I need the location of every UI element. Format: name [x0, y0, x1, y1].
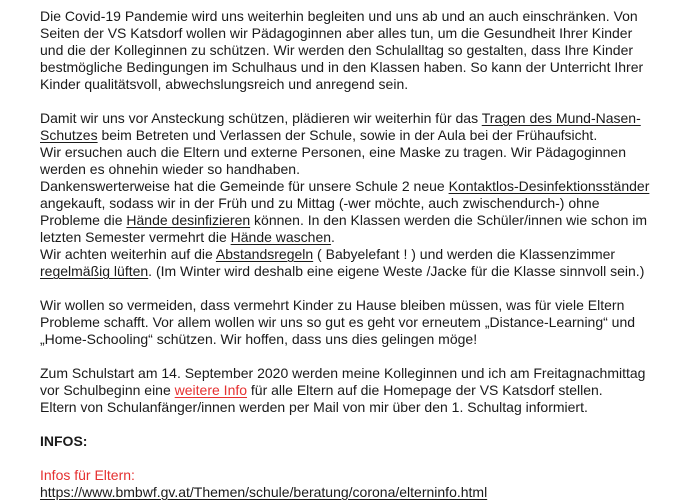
- text-line: und die der Kolleginnen zu schützen. Wir werden den Schulalltag so gestalten, dass Ihre Kinder: [40, 42, 634, 58]
- paragraph-intro: [40, 8, 682, 93]
- text-line: angekauft, sodass wir in der Früh und zu Mittag (-wer möchte, auch zwischendurch-) ohne: [40, 195, 600, 211]
- text-line: [40, 110, 682, 127]
- paragraph-homeschooling: [40, 297, 682, 348]
- emphasis-wash-hands: Hände waschen: [230, 229, 332, 245]
- text-line: Kinder qualitätsvoll, abwechslungsreich und anregend sein.: [40, 76, 409, 92]
- infos-block: [40, 467, 682, 501]
- text-line: [40, 263, 682, 280]
- text-line: [40, 212, 682, 229]
- text-span: vor Schulbeginn eine: [40, 382, 175, 398]
- text-span: Damit wir uns vor Ansteckung schützen, plädieren wir weiterhin für das: [40, 110, 482, 126]
- text-line: „Home-Schooling“ schützen. Wir hoffen, dass uns dies gelingen möge!: [40, 331, 478, 347]
- text-line: bestmögliche Bedingungen im Schulhaus und in den Klassen haben. So kann der Unterricht Ihrer: [40, 59, 644, 75]
- text-line: Seiten der VS Katsdorf wollen wir Pädagoginnen aber alles tun, um die Gesundheit Ihrer Kinder: [40, 25, 633, 41]
- text-span: Probleme die: [40, 212, 127, 228]
- emphasis-disinfection-stands: Kontaktlos-Desinfektionsständer: [448, 178, 650, 194]
- emphasis-mask: Tragen des Mund-Nasen-: [481, 110, 641, 126]
- emphasis-distance-rules: Abstandsregeln: [215, 246, 314, 262]
- text-line: Die Covid-19 Pandemie wird uns weiterhin begleiten und uns ab und an auch einschränken. Von: [40, 8, 638, 24]
- text-span: für alle Eltern auf die Homepage der VS Katsdorf stellen.: [247, 382, 603, 398]
- infos-parents-label: Infos für Eltern:: [40, 467, 135, 483]
- text-span: .: [331, 229, 335, 245]
- text-span: Wir achten weiterhin auf die: [40, 246, 216, 262]
- text-span: letzten Semester vermehrt die: [40, 229, 231, 245]
- text-line: [40, 246, 682, 263]
- text-line: Zum Schulstart am 14. September 2020 werden meine Kolleginnen und ich am Freitagnachmittag: [40, 365, 646, 381]
- text-line: werden es ohnehin wieder so handhaben.: [40, 161, 300, 177]
- further-info-link[interactable]: weitere Info: [174, 382, 248, 398]
- parents-info-url-link[interactable]: https://www.bmbwf.gv.at/Themen/schule/beratung/corona/elterninfo.html: [40, 484, 488, 500]
- text-span: können. In den Klassen werden die Schüler/innen wie schon im: [250, 212, 648, 228]
- emphasis-disinfect-hands: Hände desinfizieren: [126, 212, 251, 228]
- infos-heading: INFOS:: [40, 433, 88, 449]
- paragraph-measures: [40, 110, 682, 280]
- emphasis-mask-cont: Schutzes: [40, 127, 98, 143]
- text-line: Wir wollen so vermeiden, dass vermehrt Kinder zu Hause bleiben müssen, was für viele Eltern: [40, 297, 625, 313]
- text-span: . (Im Winter wird deshalb eine eigene Weste /Jacke für die Klasse sinnvoll sein.): [148, 263, 645, 279]
- text-line: [40, 229, 682, 246]
- text-line: Wir ersuchen auch die Eltern und externe Personen, eine Maske zu tragen. Wir Pädagoginnen: [40, 144, 627, 160]
- text-line: [40, 178, 682, 195]
- emphasis-ventilate: regelmäßig lüften: [40, 263, 149, 279]
- text-line: [40, 484, 682, 501]
- paragraph-school-start: [40, 365, 682, 416]
- text-span: Dankenswerterweise hat die Gemeinde für unsere Schule 2 neue: [40, 178, 449, 194]
- text-line: [40, 127, 682, 144]
- text-line: [40, 382, 682, 399]
- text-span: beim Betreten und Verlassen der Schule, sowie in der Aula bei der Frühaufsicht.: [97, 127, 598, 143]
- text-line: Probleme schafft. Vor allem wollen wir uns so gut es geht vor erneutem „Distance-Learning“ und: [40, 314, 636, 330]
- text-line: Eltern von Schulanfänger/innen werden per Mail von mir über den 1. Schultag informiert.: [40, 399, 588, 415]
- text-span: ( Babyelefant ! ) und werden die Klassenzimmer: [313, 246, 616, 262]
